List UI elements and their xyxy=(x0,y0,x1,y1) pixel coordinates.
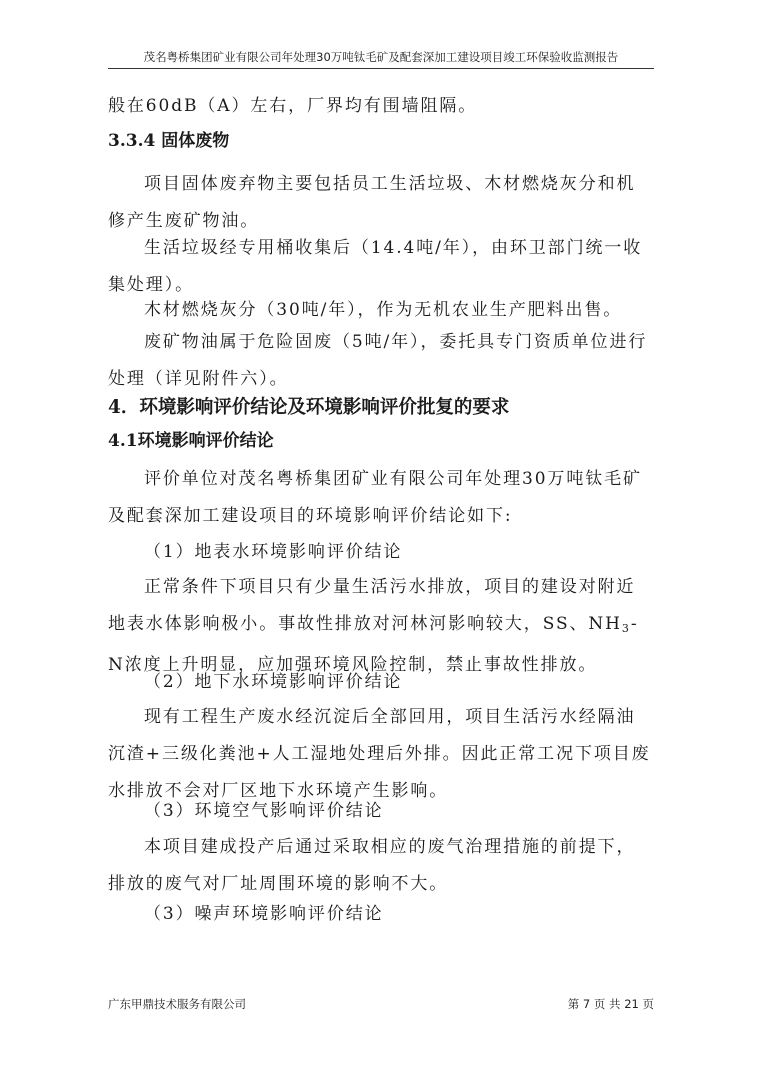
solid-waste-paragraph-4: 废矿物油属于危险固废（5吨/年），委托具专门资质单位进行处理（详见附件六）。 xyxy=(108,332,648,389)
solid-waste-paragraph-2: 生活垃圾经专用桶收集后（14.4吨/年），由环卫部门统一收集处理）。 xyxy=(108,238,643,295)
solid-waste-paragraph-3: 木材燃烧灰分（30吨/年），作为无机农业生产肥料出售。 xyxy=(144,300,623,320)
air-paragraph: 本项目建成投产后通过采取相应的废气治理措施的前提下，排放的废气对厂址周围环境的影响不大。 xyxy=(108,837,636,894)
surface-water-subscript: 3 xyxy=(621,622,631,635)
subheading-noise: （3）噪声环境影响评价结论 xyxy=(144,904,384,924)
subheading-groundwater: （2）地下水环境影响评价结论 xyxy=(144,672,403,692)
surface-water-text-b: -N浓度上升明显，应加强环境风险控制，禁止事故性排放。 xyxy=(108,614,639,675)
solid-waste-paragraph-1: 项目固体废弃物主要包括员工生活垃圾、木材燃烧灰分和机修产生废矿物油。 xyxy=(108,174,636,231)
footer-company: 广东甲鼎技术服务有限公司 xyxy=(108,997,246,1011)
section-heading-4-1: 4.1环境影响评价结论 xyxy=(108,431,274,451)
page-header-title: 茂名粤桥集团矿业有限公司年处理30万吨钛毛矿及配套深加工建设项目竣工环保验收监测报告 xyxy=(143,50,619,64)
eia-intro-paragraph: 评价单位对茂名粤桥集团矿业有限公司年处理30万吨钛毛矿及配套深加工建设项目的环境影响评价结论如下: xyxy=(108,469,642,526)
subheading-surface-water: （1）地表水环境影响评价结论 xyxy=(144,542,403,562)
header-divider xyxy=(108,68,654,69)
surface-water-text-a: 正常条件下项目只有少量生活污水排放，项目的建设对附近地表水体影响极小。事故性排放对河林河影响较大，SS、NH xyxy=(108,577,636,634)
section-heading-4: 4．环境影响评价结论及环境影响评价批复的要求 xyxy=(108,397,510,418)
section-heading-3-3-4: 3.3.4 固体废物 xyxy=(108,131,230,151)
noise-paragraph-continuation: 般在60dB（A）左右，厂界均有围墙阻隔。 xyxy=(108,96,478,116)
groundwater-paragraph: 现有工程生产废水经沉淀后全部回用，项目生活污水经隔油沉渣+三级化粪池+人工湿地处理后外排。因此正常工况下项目废水排放不会对厂区地下水环境产生影响。 xyxy=(108,707,651,801)
footer-page-number: 第 7 页 共 21 页 xyxy=(567,997,654,1011)
subheading-air: （3）环境空气影响评价结论 xyxy=(144,801,384,821)
